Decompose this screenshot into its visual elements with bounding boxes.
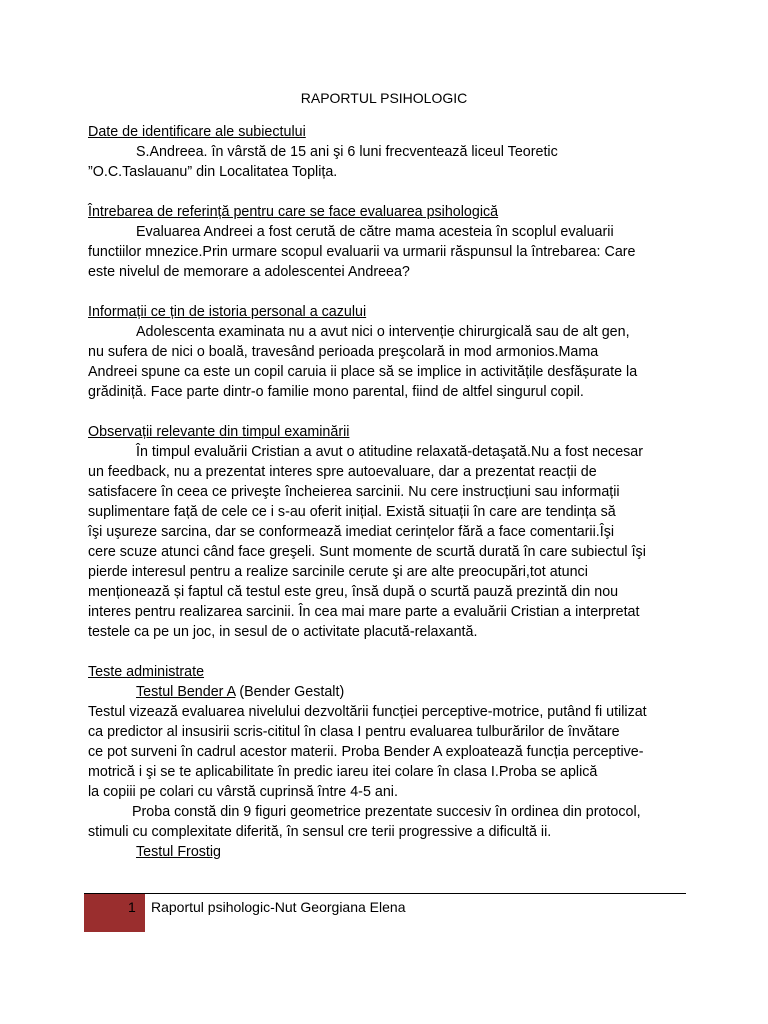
section-heading: Teste administrate <box>88 664 205 680</box>
paragraph-line: nu sufera de nici o boală, travesând perioada preşcolară in mod armonios.Mama <box>88 344 599 360</box>
test-heading <box>88 682 688 702</box>
test-heading <box>88 842 688 862</box>
test-subtitle: (Bender Gestalt) <box>235 684 345 700</box>
paragraph-line: îşi uşureze sarcina, dar se conformează imediat cerințelor fără a face comentarii.Îşi <box>88 524 615 540</box>
footer-text: Raportul psihologic-Nut Georgiana Elena <box>151 899 406 915</box>
paragraph-line: Proba constă din 9 figuri geometrice prezentate succesiv în ordinea din protocol, <box>132 804 641 820</box>
section-heading: Informații ce țin de istoria personal a cazului <box>88 304 367 320</box>
page-title: RAPORTUL PSIHOLOGIC <box>300 90 468 106</box>
footer-divider <box>84 893 686 894</box>
paragraph-line: Testul vizează evaluarea nivelului dezvoltării funcției perceptive-motrice, putând fi utilizat <box>88 704 647 720</box>
paragraph-line: este nivelul de memorare a adolescentei Andreea? <box>88 264 410 280</box>
paragraph-line: testele ca pe un joc, in sesul de o activitate placută-relaxantă. <box>88 624 478 640</box>
paragraph-line: interes pentru realizarea sarcinii. În cea mai mare parte a evaluării Cristian a interpretat <box>88 604 640 620</box>
document-body <box>88 122 688 862</box>
paragraph-line: ce pot surveni în cadrul acestor materii. Proba Bender A exploatează funcția perceptive- <box>88 744 644 760</box>
section-heading: Date de identificare ale subiectului <box>88 124 306 140</box>
paragraph-line: pierde interesul pentru a realize sarcinile cerute şi are alte preocupări,tot atunci <box>88 564 588 580</box>
test-name: Testul Bender A <box>136 684 236 700</box>
paragraph-line: În timpul evaluării Cristian a avut o atitudine relaxată-detaşată.Nu a fost necesar <box>136 444 644 460</box>
paragraph-line: S.Andreea. în vârstă de 15 ani şi 6 luni frecventează liceul Teoretic <box>136 144 558 160</box>
paragraph-line: Adolescenta examinata nu a avut nici o intervenție chirurgicală sau de alt gen, <box>136 324 630 340</box>
paragraph-line: motrică i şi se te aplicabilitate în predic iareu itei colare în clasa I.Proba se aplică <box>88 764 598 780</box>
paragraph-line: stimuli cu complexitate diferită, în sensul cre terii progressive a dificultă ii. <box>88 824 552 840</box>
paragraph-line: un feedback, nu a prezentat interes spre autoevaluare, dar a prezentat reacții de <box>88 464 597 480</box>
paragraph-line: ca predictor al insusirii scris-cititul în clasa I pentru evaluarea tulburărilor de învătare <box>88 724 620 740</box>
section-heading: Observații relevante din timpul examinării <box>88 424 350 440</box>
paragraph-line: la copiii pe colari cu vârstă cuprinsă între 4-5 ani. <box>88 784 398 800</box>
paragraph-line: functiilor mnezice.Prin urmare scopul evaluarii va urmarii răspunsul la întrebarea: Care <box>88 244 636 260</box>
paragraph-line: grădiniță. Face parte dintr-o familie mono parental, fiind de altfel singurul copil. <box>88 384 584 400</box>
paragraph-line: menționează și faptul că testul este greu, însă după o scurtă pauză prezintă din nou <box>88 584 619 600</box>
page-number: 1 <box>128 899 136 915</box>
paragraph-line: Evaluarea Andreei a fost cerută de către mama acesteia în scoplul evaluarii <box>136 224 614 240</box>
paragraph-line: ”O.C.Taslauanu” din Localitatea Toplița. <box>88 164 338 180</box>
paragraph-line: suplimentare față de cele ce i s-au oferit inițial. Există situații în care are tendința să <box>88 504 616 520</box>
paragraph-line: satisfacere în ceea ce priveşte încheierea sarcinii. Nu cere instrucțiuni sau informații <box>88 484 620 500</box>
test-name: Testul Frostig <box>136 844 222 860</box>
section-heading: Întrebarea de referință pentru care se face evaluarea psihologică <box>88 204 499 220</box>
paragraph-line: cere scuze atunci când face greşeli. Sunt momente de scurtă durată în care subiectul îşi <box>88 544 646 560</box>
paragraph-line: Andreei spune ca este un copil caruia ii place să se implice in activitățile desfășurate la <box>88 364 638 380</box>
